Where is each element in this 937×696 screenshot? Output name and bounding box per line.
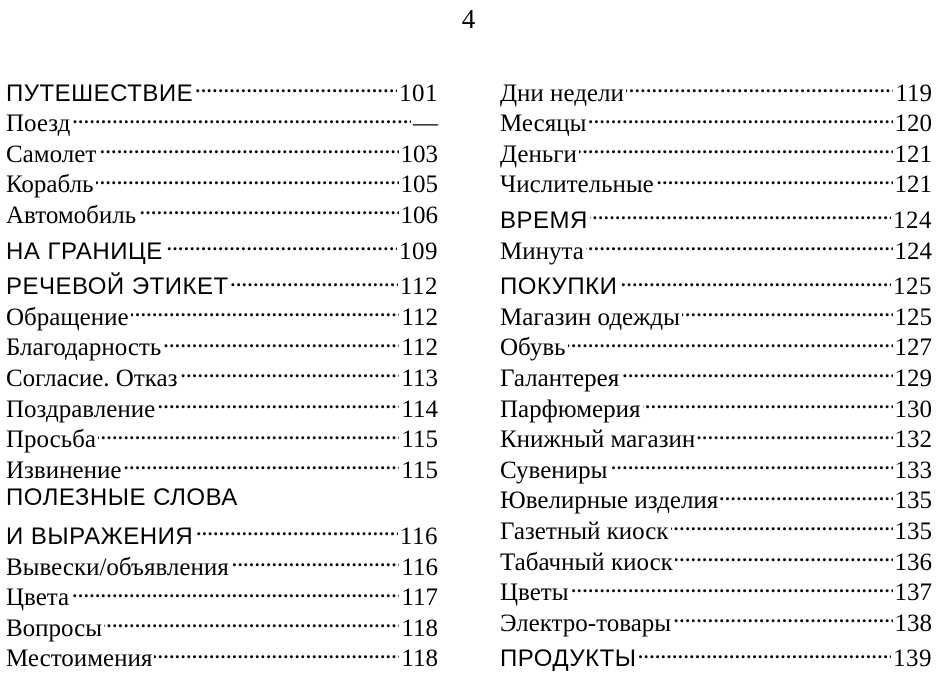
toc-entry-title: Месяцы <box>500 110 587 138</box>
toc-entry-title: Магазин одежды <box>500 303 680 331</box>
toc-entry-title: ПОЛЕЗНЫЕ СЛОВА <box>6 483 238 511</box>
toc-page-number: 115 <box>401 456 438 484</box>
toc-dot-leader <box>609 447 892 478</box>
toc-dot-leader <box>568 325 893 356</box>
toc-page-number: 115 <box>401 426 438 454</box>
toc-entry-title: НА ГРАНИЦЕ <box>6 237 163 265</box>
toc-entry-title: Просьба <box>6 426 96 454</box>
toc-dot-leader <box>98 131 398 162</box>
toc-section-heading[interactable] <box>6 70 438 107</box>
toc-dot-leader <box>720 478 892 509</box>
toc-entry-title: ПОКУПКИ <box>500 273 618 301</box>
toc-entry-title: Сувениры <box>500 456 608 484</box>
toc-entry[interactable] <box>6 575 438 612</box>
toc-entry-title: ПУТЕШЕСТВИЕ <box>6 79 194 107</box>
toc-page-number: 112 <box>401 334 438 362</box>
toc-page-number: 130 <box>894 395 932 423</box>
toc-dot-leader <box>123 447 399 478</box>
toc-entry-title: Самолет <box>6 140 97 168</box>
toc-entry-title: Поздравление <box>6 395 156 423</box>
toc-page-number: 113 <box>401 364 438 392</box>
toc-page-number: 112 <box>399 273 438 301</box>
toc-entry-title: Галантерея <box>500 364 620 392</box>
toc-entry-title: Минута <box>500 237 584 265</box>
toc-entry-title: РЕЧЕВОЙ ЭТИКЕТ <box>6 273 229 301</box>
toc-page-number: — <box>413 110 438 138</box>
toc-page-number: 109 <box>399 237 438 265</box>
toc-entry-title: Согласие. Отказ <box>6 364 178 392</box>
toc-page-number: 125 <box>893 273 932 301</box>
toc-entry-title: Числительные <box>500 171 654 199</box>
page-number: 4 <box>461 4 476 34</box>
toc-dot-leader <box>231 544 400 575</box>
toc-dot-leader <box>639 636 891 667</box>
toc-page-number: 133 <box>894 456 932 484</box>
toc-page-number: 114 <box>401 395 438 423</box>
toc-entry-title: Извинение <box>6 456 122 484</box>
toc-entry-title: Обращение <box>6 303 129 331</box>
toc-entry-title: Деньги <box>500 140 577 168</box>
toc-entry-title: Парфюмерия <box>500 395 641 423</box>
toc-dot-leader <box>579 131 893 162</box>
toc-page-number: 112 <box>401 303 438 331</box>
toc-dot-leader <box>163 325 399 356</box>
toc-dot-leader <box>131 294 400 325</box>
toc-entry[interactable] <box>6 605 438 642</box>
toc-entry-title: Табачный киоск <box>500 548 673 576</box>
toc-dot-leader <box>154 636 399 667</box>
toc-page-number: 121 <box>894 140 932 168</box>
toc-dot-leader <box>71 575 399 606</box>
toc-section-heading[interactable] <box>6 264 438 301</box>
toc-section-heading[interactable] <box>500 636 932 673</box>
toc-entry[interactable] <box>500 70 932 107</box>
toc-section-heading[interactable] <box>6 228 438 265</box>
toc-dot-leader <box>643 386 893 417</box>
toc-dot-leader <box>682 294 893 325</box>
toc-page-number: 138 <box>894 609 932 637</box>
toc-dot-leader <box>619 264 891 295</box>
toc-entry-title: Вопросы <box>6 614 103 642</box>
toc-page-number: 121 <box>894 171 932 199</box>
toc-dot-leader <box>180 355 400 386</box>
toc-page-number: 135 <box>894 487 932 515</box>
toc-entry-title: Электро-товары <box>500 609 672 637</box>
toc-page-number: 132 <box>894 426 932 454</box>
toc-page-number: 120 <box>894 110 932 138</box>
toc-right-column <box>500 70 932 673</box>
toc-entry-title: ВРЕМЯ <box>500 206 588 234</box>
toc-entry-title: Цветы <box>500 579 569 607</box>
toc-entry-title: И ВЫРАЖЕНИЯ <box>6 522 194 550</box>
toc-entry-title: Ювелирные изделия <box>500 487 719 515</box>
toc-dot-leader <box>104 605 399 636</box>
toc-page-number: 101 <box>399 79 438 107</box>
toc-dot-leader <box>98 417 399 448</box>
toc-dot-leader <box>195 513 398 544</box>
toc-entry-title: Корабль <box>6 171 94 199</box>
toc-dot-leader <box>165 228 397 259</box>
toc-entry[interactable] <box>6 131 438 168</box>
toc-entry-title: Вывески/объявления <box>6 553 229 581</box>
toc-dot-leader <box>96 162 399 193</box>
toc-dot-leader <box>626 70 894 101</box>
toc-dot-leader <box>671 508 893 539</box>
toc-page-number: 105 <box>400 171 438 199</box>
toc-dot-leader <box>675 539 893 570</box>
toc-dot-leader <box>231 264 398 295</box>
toc-page-number: 124 <box>893 206 932 234</box>
toc-dot-leader <box>157 386 399 417</box>
toc-entry-title: Цвета <box>6 584 70 612</box>
toc-dot-leader <box>673 600 892 631</box>
toc-page-number: 137 <box>894 579 932 607</box>
toc-entry-title: Обувь <box>500 334 566 362</box>
toc-dot-leader <box>571 570 893 601</box>
toc-dot-leader <box>697 417 892 448</box>
toc-page-number: 129 <box>894 364 932 392</box>
toc-section-heading[interactable] <box>6 513 438 550</box>
toc-section-heading[interactable] <box>6 483 438 514</box>
toc-dot-leader <box>72 101 411 132</box>
toc-page-number: 117 <box>401 584 438 612</box>
toc-entry-title: Книжный магазин <box>500 426 696 454</box>
toc-section-heading[interactable] <box>500 197 932 234</box>
toc-dot-leader <box>656 162 893 193</box>
toc-dot-leader <box>621 355 892 386</box>
toc-entry-title: Автомобиль <box>6 201 137 229</box>
toc-section-heading[interactable] <box>500 264 932 301</box>
toc-page-number: 116 <box>399 522 438 550</box>
toc-page-number: 118 <box>401 645 438 673</box>
toc-page-number: 118 <box>401 614 438 642</box>
toc-page-number: 106 <box>400 201 438 229</box>
toc-page-number: 103 <box>400 140 438 168</box>
toc-page-number: 135 <box>894 517 932 545</box>
toc-page-number: 127 <box>894 334 932 362</box>
toc-dot-leader <box>586 228 893 259</box>
toc-page-number: 139 <box>893 645 932 673</box>
toc-dot-leader <box>138 192 398 223</box>
toc-page-number: 124 <box>894 237 932 265</box>
toc-page-number: 125 <box>894 303 932 331</box>
toc-entry-title: Благодарность <box>6 334 162 362</box>
toc-dot-leader <box>588 101 892 132</box>
toc-entry-title: Поезд <box>6 110 71 138</box>
toc-page-number: 119 <box>895 79 932 107</box>
toc-entry-title: ПРОДУКТЫ <box>500 645 637 673</box>
toc-page-number: 136 <box>894 548 932 576</box>
toc-entry-title: Дни недели <box>500 79 624 107</box>
toc-page-number: 116 <box>401 553 438 581</box>
toc-entry-title: Местоимения <box>6 645 153 673</box>
toc-dot-leader <box>590 197 891 228</box>
toc-left-column <box>6 70 438 673</box>
toc-dot-leader <box>195 70 397 101</box>
toc-entry-title: Газетный киоск <box>500 517 669 545</box>
